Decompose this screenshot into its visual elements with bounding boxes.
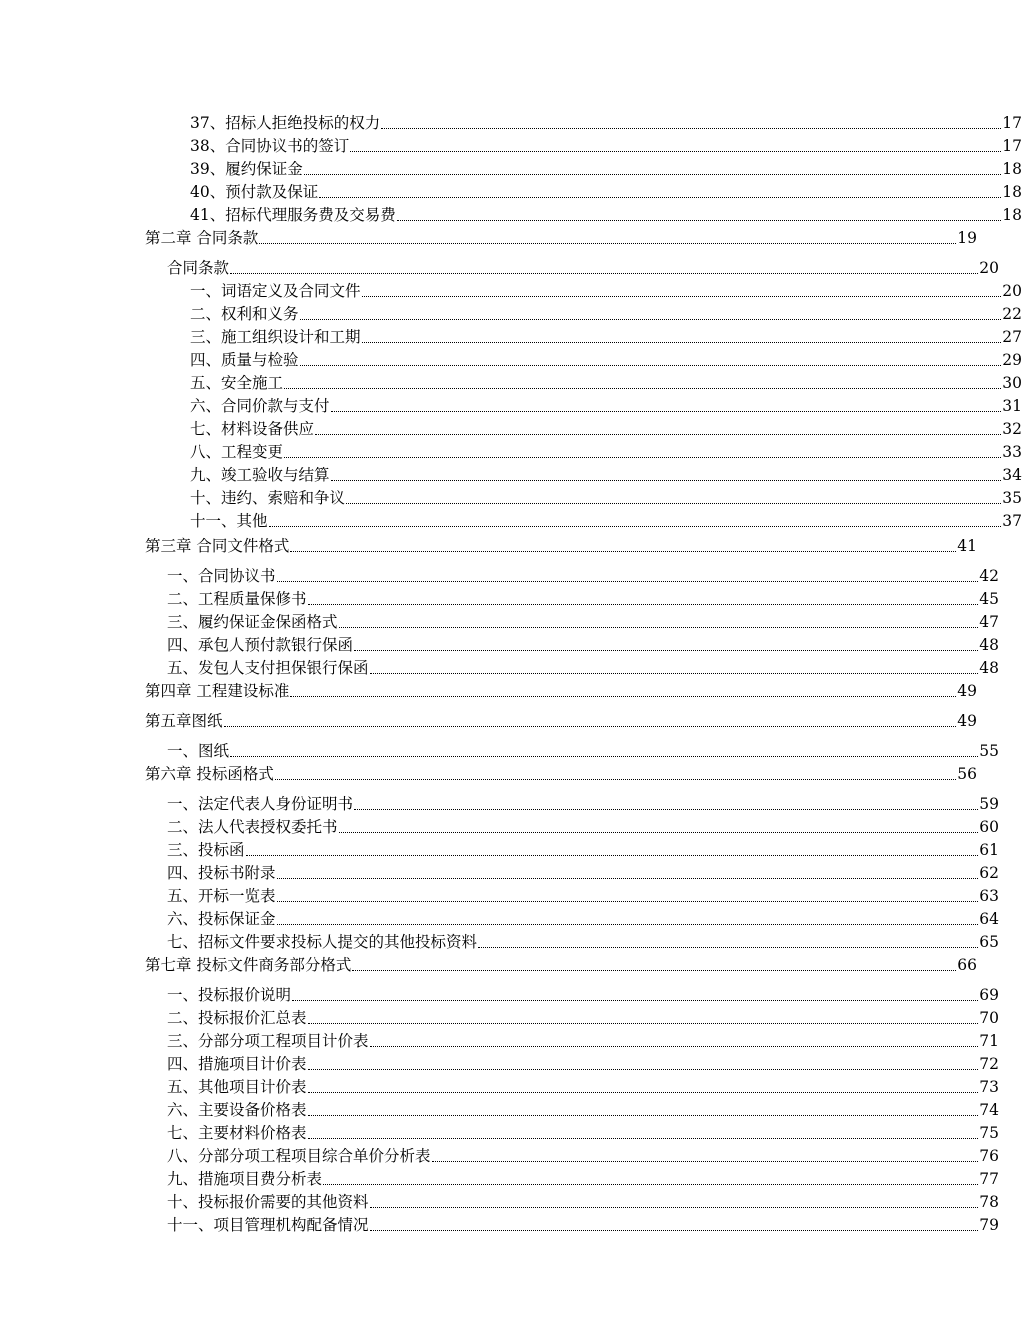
toc-entry[interactable]: [0, 1143, 999, 1165]
toc-page-number: 61: [979, 841, 999, 859]
toc-entry-title: 九、措施项目费分析表: [167, 1170, 323, 1188]
toc-entry-title: 十一、项目管理机构配备情况: [167, 1216, 369, 1234]
toc-entry[interactable]: [0, 860, 999, 882]
toc-entry-title: 一、图纸: [167, 742, 230, 760]
toc-dot-leader: [308, 1091, 979, 1093]
toc-entry-title: 五、开标一览表: [167, 887, 276, 905]
toc-entry[interactable]: [0, 1097, 999, 1119]
toc-page-number: 71: [979, 1032, 999, 1050]
toc-entry-title: 八、分部分项工程项目综合单价分析表: [167, 1147, 431, 1165]
toc-entry-title: 一、词语定义及合同文件: [190, 282, 361, 300]
toc-dot-leader: [331, 410, 1002, 412]
toc-entry-title: 三、履约保证金保函格式: [167, 613, 338, 631]
toc-entry[interactable]: [0, 324, 1022, 346]
toc-page-number: 64: [979, 910, 999, 928]
toc-chapter-entry[interactable]: [0, 678, 977, 700]
toc-page-number: 20: [1002, 282, 1022, 300]
toc-page-number: 22: [1002, 305, 1022, 323]
toc-entry[interactable]: [0, 982, 999, 1004]
toc-page-number: 32: [1002, 420, 1022, 438]
toc-entry-title: 十、违约、索赔和争议: [190, 489, 346, 507]
toc-entry[interactable]: [0, 1074, 999, 1096]
toc-chapter-entry[interactable]: [0, 225, 977, 247]
toc-page-number: 65: [979, 933, 999, 951]
toc-entry[interactable]: [0, 837, 999, 859]
toc-entry-title: 五、发包人支付担保银行保函: [167, 659, 369, 677]
toc-entry[interactable]: [0, 609, 999, 631]
toc-dot-leader: [432, 1160, 979, 1162]
toc-page-number: 41: [957, 537, 977, 555]
toc-dot-leader: [308, 603, 979, 605]
toc-page-number: 33: [1002, 443, 1022, 461]
toc-page-number: 48: [979, 636, 999, 654]
toc-entry[interactable]: [0, 202, 1022, 224]
toc-entry-title: 一、法定代表人身份证明书: [167, 795, 354, 813]
toc-dot-leader: [290, 695, 956, 697]
toc-entry[interactable]: [0, 929, 999, 951]
toc-dot-leader: [362, 341, 1002, 343]
toc-page-number: 17: [1002, 114, 1022, 132]
toc-entry-title: 三、投标函: [167, 841, 245, 859]
toc-entry-title: 第三章 合同文件格式: [145, 537, 290, 555]
toc-dot-leader: [300, 318, 1002, 320]
toc-entry-title: 四、承包人预付款银行保函: [167, 636, 354, 654]
toc-page-number: 62: [979, 864, 999, 882]
toc-entry-title: 二、工程质量保修书: [167, 590, 307, 608]
toc-dot-leader: [292, 999, 978, 1001]
toc-dot-leader: [354, 649, 978, 651]
toc-page-number: 19: [957, 229, 977, 247]
toc-entry[interactable]: [0, 906, 999, 928]
toc-entry-title: 七、招标文件要求投标人提交的其他投标资料: [167, 933, 478, 951]
toc-entry-title: 第五章图纸: [145, 712, 223, 730]
toc-dot-leader: [277, 900, 979, 902]
toc-page-number: 78: [979, 1193, 999, 1211]
toc-entry[interactable]: [0, 347, 1022, 369]
toc-page-number: 73: [979, 1078, 999, 1096]
toc-chapter-entry[interactable]: [0, 761, 977, 783]
toc-dot-leader: [269, 525, 1002, 527]
toc-entry[interactable]: [0, 1120, 999, 1142]
toc-page-number: 37: [1002, 512, 1022, 530]
toc-page-number: 30: [1002, 374, 1022, 392]
toc-entry-title: 40、预付款及保证: [190, 183, 319, 201]
toc-dot-leader: [352, 969, 956, 971]
toc-entry[interactable]: [0, 393, 1022, 415]
toc-entry-title: 一、合同协议书: [167, 567, 276, 585]
toc-entry[interactable]: [0, 655, 999, 677]
toc-entry-title: 三、施工组织设计和工期: [190, 328, 361, 346]
toc-page-number: 56: [957, 765, 977, 783]
toc-dot-leader: [246, 854, 979, 856]
toc-page-number: 31: [1002, 397, 1022, 415]
toc-page-number: 18: [1002, 160, 1022, 178]
toc-entry-title: 第六章 投标函格式: [145, 765, 274, 783]
toc-dot-leader: [275, 778, 956, 780]
toc-entry-title: 第二章 合同条款: [145, 229, 259, 247]
toc-entry[interactable]: [0, 439, 1022, 461]
toc-dot-leader: [277, 580, 979, 582]
toc-entry[interactable]: [0, 462, 1022, 484]
toc-entry-title: 七、材料设备供应: [190, 420, 315, 438]
toc-entry-title: 九、竣工验收与结算: [190, 466, 330, 484]
toc-entry-title: 41、招标代理服务费及交易费: [190, 206, 396, 224]
toc-page-number: 48: [979, 659, 999, 677]
toc-page-number: 63: [979, 887, 999, 905]
toc-dot-leader: [290, 550, 956, 552]
toc-entry-title: 二、法人代表授权委托书: [167, 818, 338, 836]
toc-entry[interactable]: [0, 485, 1022, 507]
toc-entry-title: 合同条款: [167, 259, 230, 277]
toc-entry[interactable]: [0, 563, 999, 585]
toc-entry[interactable]: [0, 1028, 999, 1050]
toc-page-number: 42: [979, 567, 999, 585]
toc-dot-leader: [308, 1022, 979, 1024]
toc-entry-title: 第七章 投标文件商务部分格式: [145, 956, 352, 974]
toc-dot-leader: [331, 479, 1002, 481]
toc-dot-leader: [319, 196, 1001, 198]
toc-entry[interactable]: [0, 1189, 999, 1211]
toc-entry-title: 三、分部分项工程项目计价表: [167, 1032, 369, 1050]
toc-entry-title: 39、履约保证金: [190, 160, 303, 178]
toc-dot-leader: [284, 387, 1001, 389]
toc-page-number: 74: [979, 1101, 999, 1119]
toc-entry[interactable]: [0, 1212, 999, 1234]
toc-page-number: 69: [979, 986, 999, 1004]
toc-dot-leader: [381, 127, 1001, 129]
toc-dot-leader: [354, 808, 978, 810]
toc-dot-leader: [315, 433, 1001, 435]
toc-dot-leader: [277, 923, 979, 925]
toc-dot-leader: [308, 1068, 979, 1070]
toc-dot-leader: [362, 295, 1002, 297]
toc-dot-leader: [224, 725, 957, 727]
toc-entry-title: 二、权利和义务: [190, 305, 299, 323]
toc-entry-title: 37、招标人拒绝投标的权力: [190, 114, 381, 132]
toc-dot-leader: [346, 502, 1001, 504]
toc-entry[interactable]: [0, 1051, 999, 1073]
toc-entry-title: 五、其他项目计价表: [167, 1078, 307, 1096]
toc-entry[interactable]: [0, 110, 1022, 132]
toc-dot-leader: [339, 626, 979, 628]
toc-entry[interactable]: [0, 133, 1022, 155]
toc-entry[interactable]: [0, 370, 1022, 392]
toc-page-number: 34: [1002, 466, 1022, 484]
toc-entry-title: 四、投标书附录: [167, 864, 276, 882]
toc-entry[interactable]: [0, 1166, 999, 1188]
toc-entry[interactable]: [0, 791, 999, 813]
toc-entry-title: 38、合同协议书的签订: [190, 137, 350, 155]
toc-entry-title: 四、质量与检验: [190, 351, 299, 369]
toc-dot-leader: [397, 219, 1002, 221]
toc-entry-title: 八、工程变更: [190, 443, 284, 461]
toc-page-number: 47: [979, 613, 999, 631]
toc-entry-title: 一、投标报价说明: [167, 986, 292, 1004]
toc-page-number: 35: [1002, 489, 1022, 507]
toc-entry-title: 七、主要材料价格表: [167, 1124, 307, 1142]
toc-page-number: 76: [979, 1147, 999, 1165]
toc-chapter-entry[interactable]: [0, 952, 977, 974]
toc-entry[interactable]: [0, 416, 1022, 438]
toc-entry[interactable]: [0, 301, 1022, 323]
toc-entry-title: 十、投标报价需要的其他资料: [167, 1193, 369, 1211]
toc-dot-leader: [284, 456, 1001, 458]
toc-page-number: 75: [979, 1124, 999, 1142]
toc-entry[interactable]: [0, 814, 999, 836]
toc-page-number: 66: [957, 956, 977, 974]
toc-entry-title: 六、投标保证金: [167, 910, 276, 928]
toc-dot-leader: [308, 1114, 979, 1116]
toc-dot-leader: [370, 672, 979, 674]
toc-entry[interactable]: [0, 883, 999, 905]
toc-dot-leader: [230, 272, 978, 274]
toc-entry-title: 五、安全施工: [190, 374, 284, 392]
toc-entry[interactable]: [0, 508, 1022, 530]
toc-dot-leader: [308, 1137, 979, 1139]
toc-entry[interactable]: [0, 586, 999, 608]
toc-page-number: 29: [1002, 351, 1022, 369]
toc-dot-leader: [304, 173, 1002, 175]
toc-page-number: 27: [1002, 328, 1022, 346]
toc-page-number: 20: [979, 259, 999, 277]
toc-entry[interactable]: [0, 255, 999, 277]
toc-page-number: 17: [1002, 137, 1022, 155]
toc-entry-title: 第四章 工程建设标准: [145, 682, 290, 700]
toc-entry[interactable]: [0, 632, 999, 654]
toc-chapter-entry[interactable]: [0, 533, 977, 555]
toc-entry[interactable]: [0, 278, 1022, 300]
toc-entry-title: 二、投标报价汇总表: [167, 1009, 307, 1027]
toc-dot-leader: [339, 831, 979, 833]
toc-chapter-entry[interactable]: [0, 708, 977, 730]
toc-dot-leader: [370, 1229, 979, 1231]
toc-page-number: 49: [957, 682, 977, 700]
toc-dot-leader: [277, 877, 979, 879]
toc-entry-title: 四、措施项目计价表: [167, 1055, 307, 1073]
toc-dot-leader: [370, 1206, 979, 1208]
toc-entry[interactable]: [0, 738, 999, 760]
toc-page-number: 79: [979, 1216, 999, 1234]
toc-dot-leader: [259, 242, 956, 244]
toc-entry[interactable]: [0, 1005, 999, 1027]
toc-entry-title: 六、主要设备价格表: [167, 1101, 307, 1119]
toc-dot-leader: [300, 364, 1002, 366]
toc-page-number: 18: [1002, 206, 1022, 224]
toc-dot-leader: [230, 755, 978, 757]
toc-page-number: 70: [979, 1009, 999, 1027]
toc-entry-title: 六、合同价款与支付: [190, 397, 330, 415]
toc-dot-leader: [323, 1183, 978, 1185]
toc-entry-title: 十一、其他: [190, 512, 268, 530]
toc-page-number: 49: [957, 712, 977, 730]
toc-page-number: 77: [979, 1170, 999, 1188]
toc-dot-leader: [350, 150, 1001, 152]
toc-page-number: 59: [979, 795, 999, 813]
toc-page-number: 45: [979, 590, 999, 608]
toc-page-number: 60: [979, 818, 999, 836]
toc-entry[interactable]: [0, 156, 1022, 178]
toc-page-number: 55: [979, 742, 999, 760]
toc-page-number: 72: [979, 1055, 999, 1073]
toc-page-number: 18: [1002, 183, 1022, 201]
toc-dot-leader: [370, 1045, 979, 1047]
toc-dot-leader: [478, 946, 978, 948]
toc-entry[interactable]: [0, 179, 1022, 201]
